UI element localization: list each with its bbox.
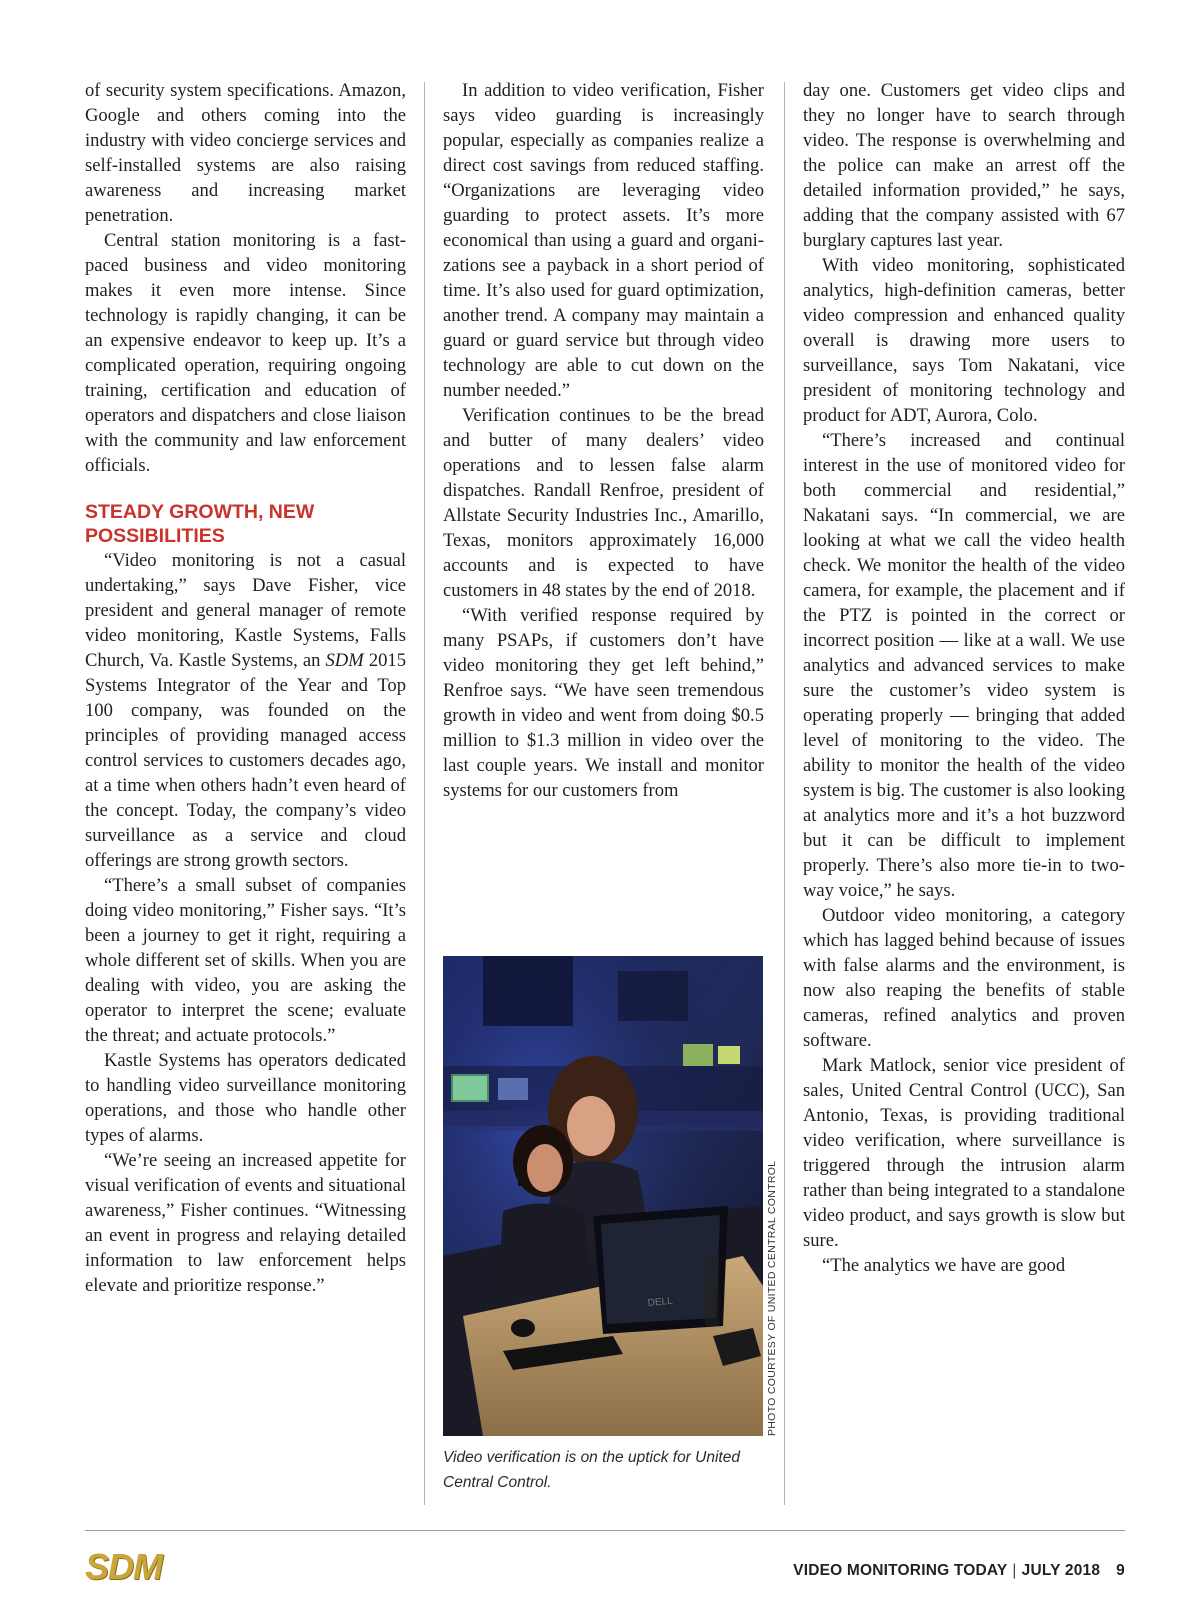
photo-credit: PHOTO COURTESY OF UNITED CENTRAL CONTROL (766, 1160, 778, 1436)
sdm-logo: SDM (85, 1546, 162, 1587)
magazine-name: SDM (325, 650, 364, 671)
paragraph: Outdoor video monitoring, a category which has lagged behind because of issues with false alarms and the environment, is now also reaping the benefits of stable cameras, refined analytics and proven software. (803, 905, 1125, 1051)
article-column-3 (803, 78, 1125, 1278)
paragraph: In addition to video verification, Fisher says video guarding is increasingly popular, especially as companies realize a direct cost savings from reduced staffing. “Organizations are leveraging video guarding to protect assets. It’s more economical than using a guard and organizations see a payback in a short period of time. It’s also used for guard optimization, another trend. A company may maintain a guard or guard service but through video technology are able to cut down on the number needed.” (443, 80, 764, 401)
paragraph: “There’s a small subset of companies doing video monitoring,” Fisher says. “It’s been a journey to get it right, requiring a whole different set of skills. When you are dealing with video, you are asking the operator to interpret the scene; evaluate the threat; and actuate protocols.” (85, 875, 406, 1046)
paragraph: With video monitoring, sophisticated analytics, high-definition cameras, better video compression and enhanced quality overall is drawing more users to surveillance, says Tom Nakatani, vice president of monitoring technology and product for ADT, Aurora, Colo. (803, 255, 1125, 426)
paragraph: of security system specifications. Amazon, Google and others coming into the industry with video concierge services and self-installed systems are also raising awareness and increasing market penetration. (85, 80, 406, 226)
paragraph: Mark Matlock, senior vice president of sales, United Central Control (UCC), San Antonio, Texas, is providing traditional video verification, where surveillance is triggered through the intrusion alarm rather than being integrated to a standalone video product, and says growth is slow but sure. (803, 1055, 1125, 1251)
paragraph: Central station monitoring is a fast-paced business and video monitoring makes it even more intense. Since technology is rapidly changing, it can be an expensive endeavor to keep up. It’s a complicated operation, requiring ongoing training, certification and education of operators and dispatchers and close liaison with the community and law enforcement officials. (85, 230, 406, 476)
footer-rule (85, 1530, 1125, 1531)
paragraph: Verification continues to be the bread and butter of many dealers’ video operations and to lessen false alarm dispatches. Randall Renfroe, president of Allstate Security Industries Inc., Amarillo, Texas, monitors approximately 16,000 accounts and is expected to have customers in 48 states by the end of 2018. (443, 405, 764, 601)
subhead: STEADY GROWTH, NEW POSSIBILITIES (85, 501, 315, 547)
text-run: “Video monitoring is not a casual undertaking,” says Dave Fisher, vice president and general manager of remote video monitoring, Kastle Systems, Falls Church, Va. Kastle Systems, an (85, 550, 406, 671)
paragraph: “There’s increased and continual interest in the use of monitored video for both commercial and residential,” Nakatani says. “In commercial, we are looking at what we call the video health check. We monitor the health of the video camera, for example, the placement and if the PTZ is pointed in the correct or incorrect position — like at a wall. We use analytics and advanced services to make sure the customer’s video system is operating properly — bringing that added level of monitoring to the video. The ability to monitor the health of the video system is big. The customer is also looking at analytics more and it’s a hot buzzword but it can be difficult to implement properly. There’s also more tie-in to two-way voice,” he says. (803, 430, 1125, 901)
paragraph: Kastle Systems has operators dedicated to handling video surveillance monitoring operations, and those who handle other types of alarms. (85, 1050, 406, 1146)
text-run: 2015 Systems Integrator of the Year and Top 100 company, was founded on the principles of providing managed access control services to customers decades ago, at a time when others hadn’t even heard of the concept. Today, the company’s video surveillance as a service and cloud offerings are strong growth sectors. (85, 650, 407, 871)
monitor-brand: DELL (647, 1295, 674, 1309)
paragraph: day one. Customers get video clips and they no longer have to search through video. The response is overwhelming and the police can make an arrest off the detailed information provided,” he says, adding that the company assisted with 67 burglary captures last year. (803, 80, 1125, 251)
column-divider-right (784, 82, 785, 1505)
page-folio (793, 1562, 1125, 1580)
page-number: 9 (1116, 1562, 1125, 1579)
section-title: VIDEO MONITORING TODAY (793, 1562, 1008, 1579)
monitoring-center-photo (443, 956, 763, 1436)
article-column-1 (85, 78, 406, 1298)
column-divider-left (424, 82, 425, 1505)
paragraph: “The analytics we have are good (822, 1255, 1066, 1276)
paragraph: “We’re seeing an increased appetite for visual verification of events and situational awareness,” Fisher continues. “Witnessing an event in progress and relaying detailed information to law enforcement helps elevate and prioritize response.” (85, 1150, 406, 1296)
paragraph (85, 548, 406, 873)
article-column-2 (443, 78, 764, 803)
photo-caption: Video verification is on the uptick for United Central Control. (443, 1449, 740, 1491)
issue-date: JULY 2018 (1021, 1562, 1101, 1579)
folio-separator: | (1012, 1562, 1017, 1579)
paragraph: “With verified response required by many PSAPs, if customers don’t have video monitoring they get left behind,” Renfroe says. “We have seen tremendous growth in video and went from doing $0.5 million to $1.3 million in video over the last couple years. We install and monitor systems for our customers from (443, 605, 764, 801)
article-photo (443, 956, 763, 1436)
